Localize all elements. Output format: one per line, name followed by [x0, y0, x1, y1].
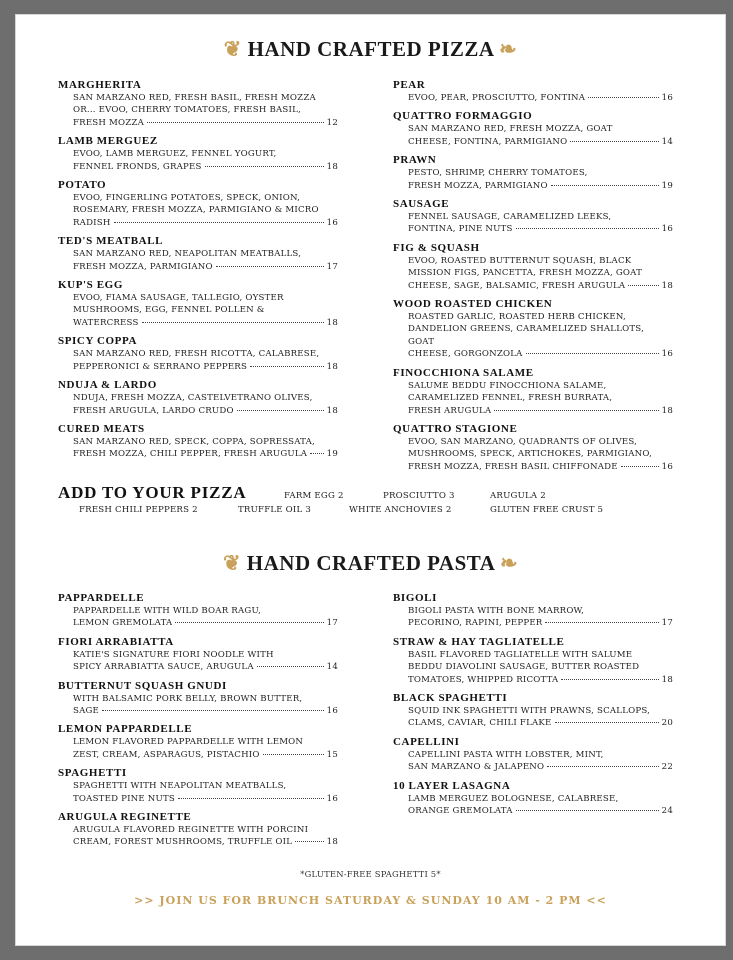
description-line: CLAMS, CAVIAR, CHILI FLAKE	[408, 718, 552, 729]
menu-item-name: STRAW & HAY TAGLIATELLE	[393, 635, 565, 648]
description-line: BASIL FLAVORED TAGLIATELLE WITH SALUME	[408, 649, 633, 660]
menu-item-price: 15	[326, 749, 338, 760]
menu-item-description	[58, 824, 338, 849]
description-price-line	[73, 405, 338, 417]
menu-item	[58, 680, 338, 718]
description-price-line	[408, 761, 673, 773]
description-line: CHEESE, GORGONZOLA	[408, 349, 523, 360]
dot-leader	[526, 353, 659, 354]
menu-item-description	[393, 749, 673, 774]
description-price-line	[73, 217, 338, 229]
menu-page	[15, 14, 726, 946]
dot-leader	[570, 141, 658, 142]
description-line: CREAM, FOREST MUSHROOMS, TRUFFLE OIL	[73, 837, 293, 848]
description-line: SAN MARZANO RED, FRESH RICOTTA, CALABRESE,	[73, 349, 320, 360]
menu-item-price: 16	[326, 706, 338, 717]
menu-item	[393, 298, 673, 361]
dot-leader	[205, 166, 324, 167]
description-line: PECORINO, RAPINI, PEPPER	[408, 618, 543, 629]
description-price-line	[73, 749, 338, 761]
menu-item	[58, 179, 338, 229]
description-price-line	[73, 793, 338, 805]
description-line: SAGE	[73, 706, 100, 717]
menu-item-description	[393, 605, 673, 630]
menu-item-name: PRAWN	[393, 154, 437, 167]
dot-leader	[257, 666, 324, 667]
description-price-line	[73, 448, 338, 460]
menu-item-description	[393, 380, 673, 417]
menu-item-price: 16	[661, 224, 673, 235]
menu-item-name: BLACK SPAGHETTI	[393, 692, 508, 705]
description-line: FRESH MOZZA	[73, 117, 145, 128]
dot-leader	[516, 228, 659, 229]
menu-item-price: 17	[326, 618, 338, 629]
description-line: BEDDU DIAVOLINI SAUSAGE, BUTTER ROASTED	[408, 662, 640, 673]
menu-item-price: 14	[661, 136, 673, 147]
dot-leader	[250, 366, 324, 367]
menu-item	[58, 636, 338, 674]
description-line: SQUID INK SPAGHETTI WITH PRAWNS, SCALLOPS,	[408, 706, 651, 717]
menu-item-description	[58, 148, 338, 173]
description-line: PEPPERONICI & SERRANO PEPPERS	[73, 361, 248, 372]
menu-item-name: SAUSAGE	[393, 198, 450, 211]
menu-item-price: 14	[326, 662, 338, 673]
menu-item-price: 20	[661, 718, 673, 729]
menu-item	[58, 335, 338, 373]
menu-item	[393, 367, 673, 417]
menu-item	[393, 198, 673, 236]
dot-leader	[621, 466, 659, 467]
menu-item-name: TED'S MEATBALL	[58, 235, 164, 248]
dot-leader	[114, 222, 324, 223]
description-price-line	[408, 805, 673, 817]
menu-item	[393, 736, 673, 774]
menu-item-price: 18	[661, 280, 673, 291]
description-line: SAN MARZANO RED, FRESH MOZZA, GOAT	[408, 124, 613, 135]
menu-item	[58, 79, 338, 129]
menu-item-description	[58, 192, 338, 229]
menu-item-price: 16	[326, 217, 338, 228]
menu-item-price: 18	[326, 317, 338, 328]
description-price-line	[408, 180, 673, 192]
menu-item-price: 24	[661, 806, 673, 817]
menu-item-price: 18	[326, 361, 338, 372]
description-line: EVOO, SAN MARZANO, QUADRANTS OF OLIVES,	[408, 436, 638, 447]
menu-item-price: 18	[326, 161, 338, 172]
description-price-line	[408, 461, 673, 473]
description-line: ROSEMARY, FRESH MOZZA, PARMIGIANO & MICRO	[73, 205, 319, 216]
description-line: SAN MARZANO & JALAPENO	[408, 762, 545, 773]
description-line: PAPPARDELLE WITH WILD BOAR RAGU,	[73, 606, 262, 616]
menu-item-description	[58, 649, 338, 674]
menu-item-name: CURED MEATS	[58, 422, 145, 435]
menu-item-description	[58, 292, 338, 329]
menu-item-name: 10 LAYER LASAGNA	[393, 779, 511, 792]
pizza-left-column	[58, 79, 338, 467]
description-price-line	[73, 317, 338, 329]
gluten-free-note: *GLUTEN-FREE SPAGHETTI 5*	[300, 869, 441, 879]
pasta-title: HAND CRAFTED PASTA	[246, 551, 495, 575]
addon-item: TRUFFLE OIL 3	[238, 505, 312, 515]
description-line: PESTO, SHRIMP, CHERRY TOMATOES,	[408, 168, 588, 179]
menu-item-name: PEAR	[393, 79, 426, 91]
description-line: CARAMELIZED FENNEL, FRESH BURRATA,	[408, 393, 613, 404]
description-line: RADISH	[73, 217, 111, 228]
description-line: EVOO, FINGERLING POTATOES, SPECK, ONION,	[73, 193, 301, 204]
menu-item-name: QUATTRO FORMAGGIO	[393, 110, 533, 123]
menu-item-description	[393, 649, 673, 686]
description-price-line	[408, 617, 673, 629]
menu-item-description	[393, 167, 673, 192]
description-price-line	[408, 223, 673, 235]
description-line: LAMB MERGUEZ BOLOGNESE, CALABRESE,	[408, 793, 619, 804]
menu-item-price: 19	[326, 449, 338, 460]
description-price-line	[73, 261, 338, 273]
dot-leader	[237, 410, 324, 411]
pizza-title: HAND CRAFTED PIZZA	[247, 37, 494, 61]
menu-item	[393, 636, 673, 686]
dot-leader	[551, 185, 659, 186]
description-line: CHEESE, SAGE, BALSAMIC, FRESH ARUGULA	[408, 280, 626, 291]
description-price-line	[73, 361, 338, 373]
menu-item	[58, 279, 338, 329]
description-price-line	[408, 348, 673, 360]
menu-item	[393, 154, 673, 192]
description-line: FENNEL FRONDS, GRAPES	[73, 161, 202, 172]
brunch-banner: >> JOIN US FOR BRUNCH SATURDAY & SUNDAY 10 AM - 2 PM <<	[134, 894, 607, 907]
description-line: EVOO, LAMB MERGUEZ, FENNEL YOGURT,	[73, 149, 277, 160]
menu-item-name: WOOD ROASTED CHICKEN	[393, 298, 553, 311]
description-price-line	[73, 836, 338, 848]
menu-item-description	[58, 248, 338, 273]
dot-leader	[102, 710, 324, 711]
addon-item: FARM EGG 2	[284, 491, 344, 501]
description-price-line	[73, 705, 338, 717]
description-line: FRESH MOZZA, PARMIGIANO	[73, 261, 213, 272]
wheat-sprig-icon: ❧	[499, 551, 519, 575]
description-line: SALUME BEDDU FINOCCHIONA SALAME,	[408, 380, 607, 391]
description-price-line	[408, 405, 673, 417]
menu-item-description	[393, 705, 673, 730]
menu-item-description	[58, 605, 338, 630]
menu-item	[393, 592, 673, 630]
menu-item-description	[58, 392, 338, 417]
description-price-line	[408, 92, 673, 104]
menu-item-price: 17	[326, 261, 338, 272]
dot-leader	[588, 97, 658, 98]
description-price-line	[73, 161, 338, 173]
menu-item-name: KUP'S EGG	[58, 279, 123, 292]
description-line: MUSHROOMS, EGG, FENNEL POLLEN &	[73, 305, 265, 316]
description-line: FRESH MOZZA, PARMIGIANO	[408, 180, 548, 191]
menu-item-description	[393, 311, 673, 361]
description-line: MUSHROOMS, SPECK, ARTICHOKES, PARMIGIANO,	[408, 449, 653, 460]
menu-item-name: MARGHERITA	[58, 79, 142, 91]
menu-item-name: SPAGHETTI	[58, 767, 127, 780]
menu-item-description	[58, 693, 338, 718]
description-line: ARUGULA FLAVORED REGINETTE WITH PORCINI	[73, 825, 309, 836]
menu-item-description	[393, 255, 673, 292]
addon-item: PROSCIUTTO 3	[383, 491, 455, 501]
menu-item-name: FIG & SQUASH	[393, 241, 480, 254]
description-line: FRESH ARUGULA	[408, 405, 492, 416]
dot-leader	[561, 679, 658, 680]
description-line: CAPELLINI PASTA WITH LOBSTER, MINT,	[408, 749, 604, 760]
menu-item-name: LEMON PAPPARDELLE	[58, 723, 193, 736]
description-price-line	[408, 280, 673, 292]
description-price-line	[408, 717, 673, 729]
menu-item	[393, 242, 673, 292]
add-to-pizza-title: ADD TO YOUR PIZZA	[58, 483, 247, 502]
dot-leader	[263, 754, 324, 755]
description-price-line	[408, 136, 673, 148]
menu-item-name: POTATO	[58, 179, 107, 192]
menu-item-description	[58, 436, 338, 461]
description-line: NDUJA, FRESH MOZZA, CASTELVETRANO OLIVES,	[73, 393, 313, 404]
description-line: CHEESE, FONTINA, PARMIGIANO	[408, 136, 568, 147]
description-line: WITH BALSAMIC PORK BELLY, BROWN BUTTER,	[73, 693, 303, 704]
menu-item-name: CAPELLINI	[393, 735, 460, 748]
menu-item-description	[58, 780, 338, 805]
addon-item: WHITE ANCHOVIES 2	[349, 505, 452, 515]
pasta-header	[16, 551, 725, 576]
description-line: LEMON GREMOLATA	[73, 618, 173, 629]
dot-leader	[147, 122, 324, 123]
menu-item-description	[393, 211, 673, 236]
description-line: KATIE'S SIGNATURE FIORI NOODLE WITH	[73, 649, 274, 660]
dot-leader	[295, 841, 324, 842]
description-line: ZEST, CREAM, ASPARAGUS, PISTACHIO	[73, 749, 260, 760]
dot-leader	[494, 410, 658, 411]
dot-leader	[547, 766, 658, 767]
menu-item-description	[58, 736, 338, 761]
description-line: FRESH MOZZA, CHILI PEPPER, FRESH ARUGULA	[73, 449, 308, 460]
menu-item	[58, 235, 338, 273]
menu-item	[58, 379, 338, 417]
pizza-right-column	[393, 79, 673, 479]
menu-item	[58, 723, 338, 761]
dot-leader	[516, 810, 659, 811]
description-line: SPAGHETTI WITH NEAPOLITAN MEATBALLS,	[73, 781, 287, 792]
menu-item-name: FINOCCHIONA SALAME	[393, 366, 534, 379]
dot-leader	[216, 266, 324, 267]
pizza-header	[16, 37, 725, 62]
description-line: EVOO, PEAR, PROSCIUTTO, FONTINA	[408, 93, 586, 103]
menu-item-price: 16	[661, 93, 673, 103]
menu-item-price: 18	[661, 405, 673, 416]
description-line: SAN MARZANO RED, FRESH BASIL, FRESH MOZZA	[73, 93, 316, 103]
menu-item-price: 16	[326, 793, 338, 804]
dot-leader	[175, 622, 323, 623]
description-line: MISSION FIGS, PANCETTA, FRESH MOZZA, GOAT	[408, 268, 643, 279]
menu-item-description	[393, 436, 673, 473]
menu-item-price: 16	[661, 461, 673, 472]
menu-item-price: 18	[326, 837, 338, 848]
dot-leader	[555, 722, 659, 723]
menu-item-price: 16	[661, 349, 673, 360]
dot-leader	[628, 285, 658, 286]
wheat-sprig-icon: ❦	[223, 37, 242, 61]
menu-item	[393, 423, 673, 473]
menu-item-price: 18	[661, 674, 673, 685]
menu-item-price: 22	[661, 762, 673, 773]
menu-item	[58, 592, 338, 630]
dot-leader	[310, 453, 323, 454]
menu-item-name: ARUGULA REGINETTE	[58, 811, 192, 824]
description-line: TOASTED PINE NUTS	[73, 793, 175, 804]
description-line: FRESH ARUGULA, LARDO CRUDO	[73, 405, 234, 416]
menu-item-description	[393, 123, 673, 148]
description-price-line	[73, 617, 338, 629]
description-line: TOMATOES, WHIPPED RICOTTA	[408, 674, 559, 685]
description-line: SAN MARZANO RED, NEAPOLITAN MEATBALLS,	[73, 249, 302, 260]
description-line: ROASTED GARLIC, ROASTED HERB CHICKEN,	[408, 312, 626, 323]
description-line: SPICY ARRABIATTA SAUCE, ARUGULA	[73, 662, 254, 673]
description-line: OR... EVOO, CHERRY TOMATOES, FRESH BASIL,	[73, 105, 301, 116]
description-price-line	[408, 674, 673, 686]
menu-item-name: SPICY COPPA	[58, 335, 138, 348]
description-line: FRESH MOZZA, FRESH BASIL CHIFFONADE	[408, 461, 618, 472]
menu-item-name: BUTTERNUT SQUASH GNUDI	[58, 679, 227, 692]
dot-leader	[178, 798, 324, 799]
menu-item-price: 12	[326, 117, 338, 128]
menu-item-description	[58, 348, 338, 373]
description-line: WATERCRESS	[73, 317, 139, 328]
menu-item	[58, 767, 338, 805]
menu-item-description	[58, 92, 338, 129]
description-line: EVOO, FIAMA SAUSAGE, TALLEGIO, OYSTER	[73, 293, 284, 304]
description-line: LEMON FLAVORED PAPPARDELLE WITH LEMON	[73, 737, 304, 748]
description-line: DANDELION GREENS, CARAMELIZED SHALLOTS, GOAT	[408, 324, 645, 347]
description-line: FENNEL SAUSAGE, CARAMELIZED LEEKS,	[408, 212, 612, 223]
description-line: SAN MARZANO RED, SPECK, COPPA, SOPRESSATA,	[73, 436, 315, 447]
description-line: ORANGE GREMOLATA	[408, 806, 513, 817]
pasta-right-column	[393, 592, 673, 823]
wheat-sprig-icon: ❧	[499, 37, 518, 61]
menu-item-price: 18	[326, 405, 338, 416]
menu-item-name: LAMB MERGUEZ	[58, 135, 158, 148]
menu-item	[58, 811, 338, 849]
menu-item	[58, 135, 338, 173]
menu-item-description	[393, 92, 673, 104]
dot-leader	[545, 622, 658, 623]
addon-item: ARUGULA 2	[490, 491, 546, 501]
menu-item-name: QUATTRO STAGIONE	[393, 422, 518, 435]
description-line: FONTINA, PINE NUTS	[408, 224, 513, 235]
description-line: BIGOLI PASTA WITH BONE MARROW,	[408, 606, 585, 616]
menu-item-name: PAPPARDELLE	[58, 592, 145, 604]
menu-item	[393, 110, 673, 148]
menu-item	[393, 692, 673, 730]
dot-leader	[142, 322, 324, 323]
addon-item: GLUTEN FREE CRUST 5	[490, 505, 604, 515]
addon-item: FRESH CHILI PEPPERS 2	[79, 505, 198, 515]
menu-item-name: FIORI ARRABIATTA	[58, 635, 174, 648]
menu-item-price: 17	[661, 618, 673, 629]
description-line: EVOO, ROASTED BUTTERNUT SQUASH, BLACK	[408, 255, 632, 266]
menu-item	[393, 79, 673, 104]
pasta-left-column	[58, 592, 338, 855]
menu-item-description	[393, 793, 673, 818]
menu-item	[393, 780, 673, 818]
menu-item-price: 19	[661, 180, 673, 191]
menu-item-name: NDUJA & LARDO	[58, 379, 157, 392]
menu-item-name: BIGOLI	[393, 592, 437, 604]
description-price-line	[73, 661, 338, 673]
wheat-sprig-icon: ❦	[222, 551, 242, 575]
description-price-line	[73, 117, 338, 129]
menu-item	[58, 423, 338, 461]
